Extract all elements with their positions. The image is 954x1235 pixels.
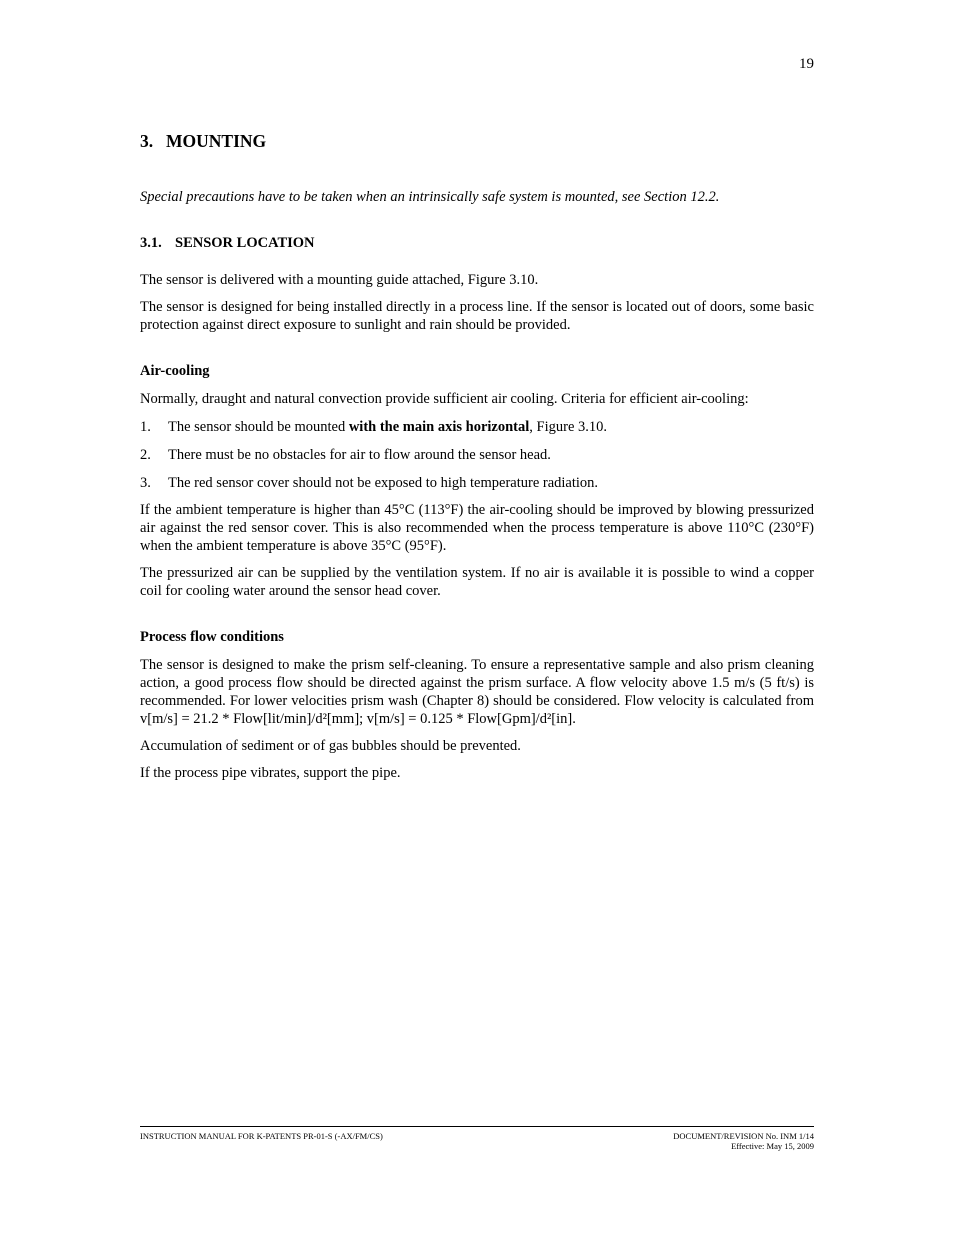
section-heading (140, 130, 814, 152)
list-item (140, 474, 814, 492)
footer-revision: DOCUMENT/REVISION No. INM 1/14 (673, 1131, 814, 1141)
page-footer (140, 1126, 814, 1151)
subsection-number: 3.1. (140, 235, 162, 251)
paragraph-ambient-temperature: If the ambient temperature is higher than 45°C (113°F) the air-cooling should be improved by blowing pressurized air against the red sensor cover. This is also recommended when the process temperature is above 110°C (230°F) when the ambient temperature is above 35°C (95°F). (140, 502, 814, 554)
list-item (140, 446, 814, 464)
list-number: 1. (140, 419, 151, 435)
list-text-pre: The sensor should be mounted (168, 419, 349, 435)
subsection-title: SENSOR LOCATION (175, 235, 315, 251)
list-number: 3. (140, 475, 151, 491)
section-title: MOUNTING (166, 131, 267, 151)
paragraph-self-cleaning: The sensor is designed to make the prism self-cleaning. To ensure a representative sample and also prism cleaning action, a good process flow should be directed against the prism surface. A flow velocity above 1.5 m/s (5 ft/s) is recommended. For lower velocities prism wash (Chapter 8) should be considered. Flow velocity is calculated from v[m/s] = 21.2 * Flow[lit/min]/d²[mm]; v[m/s] = 0.125 * Flow[Gpm]/d²[in]. (140, 657, 814, 727)
page-content (140, 130, 814, 782)
safety-note: Special precautions have to be taken when an intrinsically safe system is mounted, see Section 12.2. (140, 189, 720, 205)
footer-effective-date: Effective: May 15, 2009 (731, 1141, 814, 1151)
footer-document-info (673, 1131, 814, 1151)
paragraph-pressurized-air: The pressurized air can be supplied by the ventilation system. If no air is available it is possible to wind a copper coil for cooling water around the sensor head cover. (140, 565, 814, 599)
list-text-post: , Figure 3.10. (529, 419, 608, 435)
air-cooling-heading: Air-cooling (140, 363, 210, 379)
list-text: There must be no obstacles for air to flow around the sensor head. (168, 447, 551, 463)
air-cooling-criteria-list (140, 418, 814, 492)
list-text: The red sensor cover should not be exposed to high temperature radiation. (168, 475, 599, 491)
process-flow-heading: Process flow conditions (140, 629, 284, 645)
paragraph-mounting-guide: The sensor is delivered with a mounting guide attached, Figure 3.10. (140, 272, 539, 288)
page-number: 19 (799, 56, 814, 72)
paragraph-installation: The sensor is designed for being installed directly in a process line. If the sensor is located out of doors, some basic protection against direct exposure to sunlight and rain should be provided. (140, 299, 814, 333)
paragraph-pipe-vibration: If the process pipe vibrates, support the pipe. (140, 765, 401, 781)
subsection-heading (140, 234, 814, 252)
list-number: 2. (140, 447, 151, 463)
air-cooling-intro: Normally, draught and natural convection provide sufficient air cooling. Criteria for efficient air-cooling: (140, 391, 749, 407)
section-number: 3. (140, 131, 154, 151)
list-item (140, 418, 814, 436)
paragraph-sediment: Accumulation of sediment or of gas bubbles should be prevented. (140, 738, 521, 754)
footer-manual-title: INSTRUCTION MANUAL FOR K-PATENTS PR-01-S (-AX/FM/CS) (140, 1131, 383, 1141)
list-text-bold: with the main axis horizontal (348, 419, 530, 435)
list-text (168, 418, 607, 436)
